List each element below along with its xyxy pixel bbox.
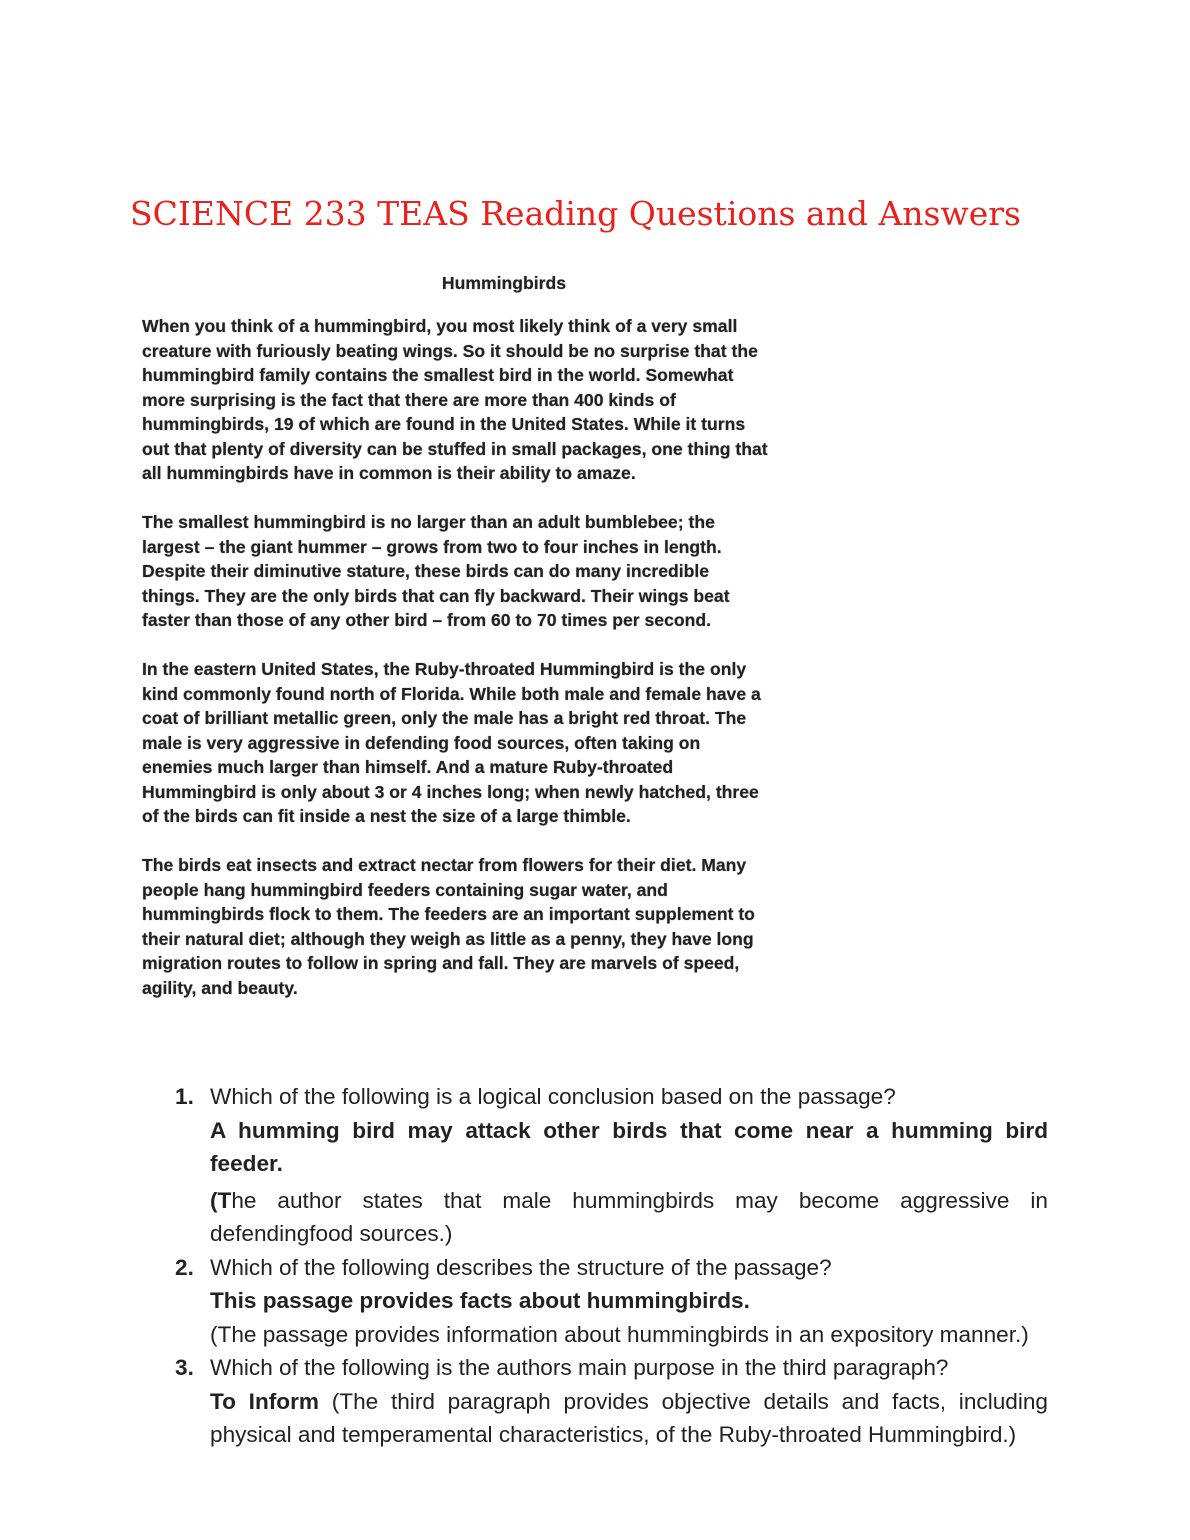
question-item-2 [0, 1251, 1048, 1352]
passage-paragraph-4 [142, 853, 882, 1000]
passage-line: things. They are the only birds that can fly backward. Their wings beat [142, 585, 730, 606]
explanation-text: (The passage provides information about hummingbirds in an expository manner.) [210, 1321, 1029, 1347]
passage-line: their natural diet; although they weigh as little as a penny, they have long [142, 928, 754, 949]
passage-line: Despite their diminutive stature, these birds can do many incredible [142, 561, 710, 581]
passage-line: agility, and beauty. [142, 977, 298, 998]
passage-line: Hummingbird is only about 3 or 4 inches long; when newly hatched, three [142, 781, 759, 802]
passage-line: male is very aggressive in defending food sources, often taking on [142, 732, 701, 753]
explanation-body: (The third paragraph provides objective details and facts, including physical and temperamental characteristics, of the Ruby-throated Hummingbird.) [210, 1388, 1048, 1447]
answer-with-explanation [210, 1385, 1048, 1452]
passage-line: more surprising is the fact that there are more than 400 kinds of [142, 389, 676, 410]
answer-text: A humming bird may attack other birds that come near a humming bird feeder. [210, 1117, 1048, 1176]
passage-line: The birds eat insects and extract nectar from flowers for their diet. Many [142, 855, 747, 875]
document-title: SCIENCE 233 TEAS Reading Questions and Answers [130, 194, 1021, 233]
passage-line: When you think of a hummingbird, you most likely think of a very small [142, 316, 738, 336]
explanation-bold-prefix: (T [210, 1187, 232, 1213]
passage-line: The smallest hummingbird is no larger than an adult bumblebee; the [142, 512, 715, 532]
passage-line: faster than those of any other bird – from 60 to 70 times per second. [142, 610, 711, 630]
passage-line: In the eastern United States, the Ruby-throated Hummingbird is the only [142, 659, 747, 679]
question-item-1 [0, 1080, 1048, 1251]
question-list [0, 1080, 1190, 1452]
question-item-3 [0, 1351, 1048, 1452]
passage-title: Hummingbirds [441, 273, 567, 293]
passage-line: enemies much larger than himself. And a mature Ruby-throated [142, 757, 674, 777]
answer-text: This passage provides facts about hummingbirds. [210, 1288, 750, 1313]
passage-line: hummingbird family contains the smallest bird in the world. Somewhat [142, 365, 734, 385]
passage-line: people hang hummingbird feeders containing sugar water, and [142, 879, 668, 900]
passage-line: out that plenty of diversity can be stuffed in small packages, one thing that [142, 438, 768, 459]
passage-line: creature with furiously beating wings. So it should be no surprise that the [142, 340, 758, 361]
passage-line: of the birds can fit inside a nest the size of a large thimble. [142, 806, 631, 826]
passage-line: migration routes to follow in spring and fall. They are marvels of speed, [142, 953, 740, 973]
question-text: Which of the following is the authors main purpose in the third paragraph? [210, 1355, 949, 1380]
passage-paragraph-3 [142, 657, 882, 829]
passage [142, 270, 882, 1025]
passage-line: hummingbirds, 19 of which are found in the United States. While it turns [142, 414, 746, 434]
passage-line: coat of brilliant metallic green, only the male has a bright red throat. The [142, 708, 747, 728]
question-number: 3. [175, 1355, 194, 1380]
passage-paragraph-1 [142, 314, 882, 486]
explanation-body: he author states that male hummingbirds may become aggressive in defendingfood sources.) [210, 1187, 1048, 1246]
answer-text: To Inform [210, 1388, 319, 1414]
passage-line: hummingbirds flock to them. The feeders are an important supplement to [142, 904, 755, 924]
question-number: 2. [175, 1254, 194, 1280]
passage-paragraph-2 [142, 510, 882, 633]
question-text: Which of the following is a logical conclusion based on the passage? [210, 1084, 896, 1109]
question-number: 1. [175, 1084, 194, 1109]
explanation-text [210, 1184, 1048, 1251]
passage-line: largest – the giant hummer – grows from two to four inches in length. [142, 536, 722, 557]
passage-line: all hummingbirds have in common is their ability to amaze. [142, 463, 636, 483]
question-text: Which of the following describes the structure of the passage? [210, 1254, 832, 1280]
passage-line: kind commonly found north of Florida. While both male and female have a [142, 683, 761, 704]
